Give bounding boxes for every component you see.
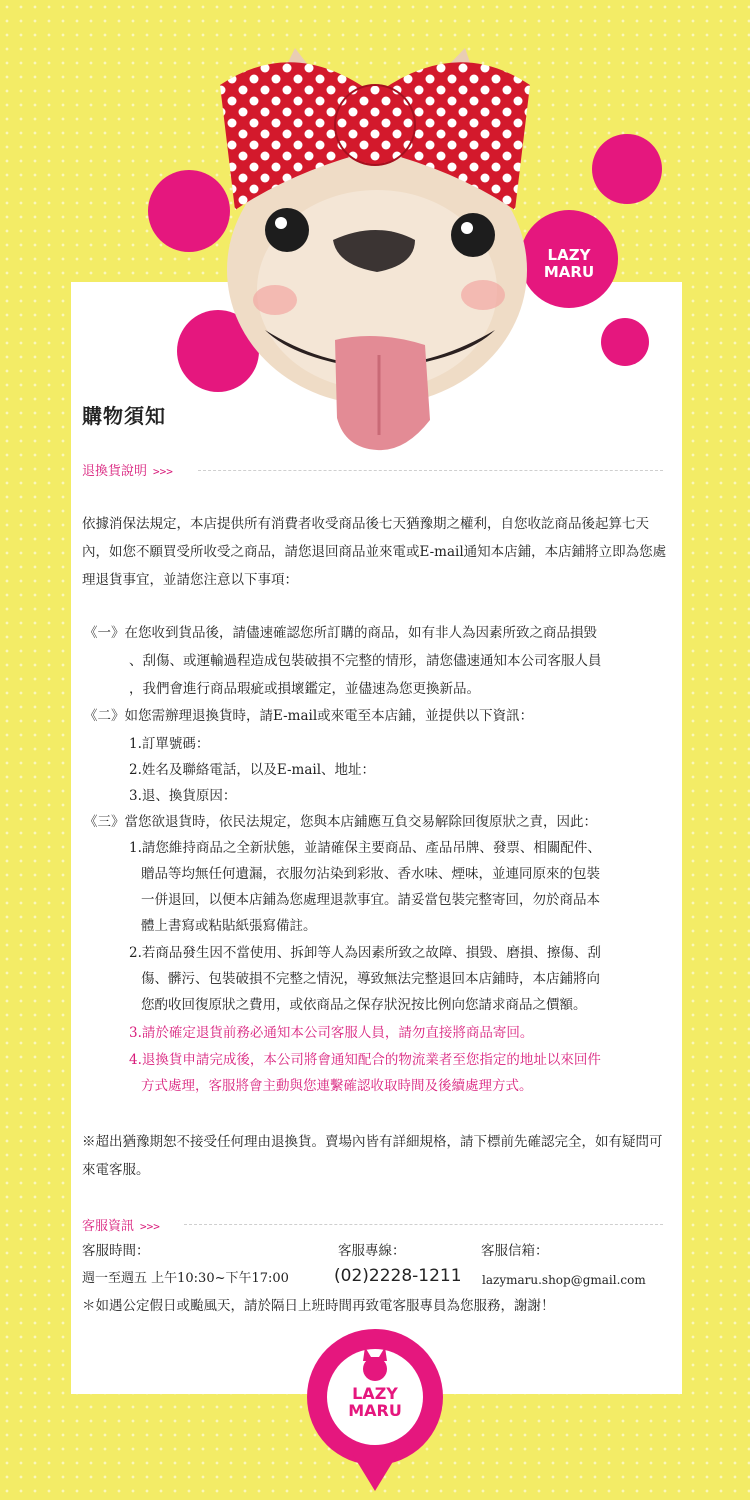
- returns-item-3-4-line-2: 方式處理，客服將會主動與您連繫確認收取時間及後續處理方式。: [141, 1078, 533, 1094]
- chevrons-icon: >>>: [153, 465, 173, 478]
- section-divider: [198, 470, 663, 471]
- returns-item-3-2-line-2: 傷、髒污、包裝破損不完整之情況，導致無法完整退回本店鋪時，本店鋪將向: [141, 971, 600, 987]
- brand-logo-top: LAZY: [547, 246, 591, 264]
- returns-item-2-sub-2: 2.姓名及聯絡電話，以及E-mail、地址：: [129, 762, 376, 778]
- bulldog-illustration: [215, 40, 535, 460]
- returns-item-2-sub-3: 3.退、換貨原因：: [129, 788, 237, 804]
- returns-note: ※超出猶豫期恕不接受任何理由退換貨。賣場內皆有詳細規格，請下標前先確認完全，如有疑問可來電客服。: [82, 1134, 663, 1178]
- returns-item-3-1-line-4: 體上書寫或粘貼紙張寫備註。: [141, 918, 317, 934]
- service-hours-value: 週一至週五 上午10:30~下午17:00: [82, 1271, 289, 1286]
- returns-item-2-sub-1: 1.訂單號碼：: [129, 736, 210, 752]
- service-hours-label: 客服時間：: [82, 1243, 150, 1259]
- returns-item-3-3-line-1: 3.請於確定退貨前務必通知本公司客服人員，請勿直接將商品寄回。: [129, 1025, 534, 1041]
- service-phone-label: 客服專線：: [338, 1243, 406, 1259]
- service-email-value: lazymaru.shop@gmail.com: [482, 1273, 646, 1287]
- page-title: 購物須知: [82, 404, 166, 428]
- service-section-label: [82, 1215, 160, 1234]
- decor-circle: [601, 318, 649, 366]
- returns-item-2-line-1: 《二》如您需辦理退換貨時，請E-mail或來電至本店鋪，並提供以下資訊：: [84, 708, 534, 724]
- returns-item-3-2-line-1: 2.若商品發生因不當使用、拆卸等人為因素所致之故障、損毀、磨損、擦傷、刮: [129, 945, 601, 961]
- badge-logo-bottom: MARU: [348, 1401, 402, 1420]
- chevrons-icon: >>>: [140, 1220, 160, 1233]
- returns-section-label: [82, 460, 173, 479]
- returns-item-3-line-1: 《三》當您欲退貨時，依民法規定，您與本店鋪應互負交易解除回復原狀之責，因此：: [84, 814, 597, 830]
- returns-item-3-1-line-2: 贈品等均無任何遺漏，衣服勿沾染到彩妝、香水味、煙味，並連同原來的包裝: [141, 866, 600, 882]
- service-holiday-note: ＊如遇公定假日或颱風天，請於隔日上班時間再致電客服專員為您服務，謝謝！: [82, 1298, 555, 1314]
- returns-section-title: 退換貨說明: [82, 464, 148, 479]
- returns-item-3-4-line-1: 4.退換貨申請完成後，本公司將會通知配合的物流業者至您指定的地址以來回件: [129, 1052, 601, 1068]
- returns-item-3-1-line-3: 一併退回，以便本店鋪為您處理退款事宜。請妥當包裝完整寄回，勿於商品本: [141, 892, 600, 908]
- service-section-title: 客服資訊: [82, 1219, 135, 1234]
- service-email-label: 客服信箱：: [481, 1243, 549, 1259]
- returns-item-1-line-3: ，我們會進行商品瑕疵或損壞鑑定，並儘速為您更換新品。: [129, 681, 480, 697]
- brand-logo-bottom: MARU: [543, 263, 595, 281]
- returns-item-1-line-2: 、刮傷、或運輸過程造成包裝破損不完整的情形，請您儘速通知本公司客服人員: [129, 653, 602, 669]
- returns-item-3-1-line-1: 1.請您維持商品之全新狀態，並請確保主要商品、產品吊牌、發票、相關配件、: [129, 840, 601, 856]
- returns-item-3-2-line-3: 您酌收回復原狀之費用，或依商品之保存狀況按比例向您請求商品之價額。: [141, 997, 587, 1013]
- returns-item-1-line-1: 《一》在您收到貨品後，請儘速確認您所訂購的商品，如有非人為因素所致之商品損毀: [84, 625, 597, 641]
- decor-circle: [592, 134, 662, 204]
- badge-logo-top: LAZY: [352, 1384, 398, 1403]
- service-phone-value: (02)2228-1211: [334, 1266, 462, 1286]
- section-divider: [184, 1224, 663, 1225]
- returns-intro: 依據消保法規定，本店提供所有消費者收受商品後七天猶豫期之權利，自您收訖商品後起算七天內，如您不願買受所收受之商品，請您退回商品並來電或E-mail通知本店鋪，本店鋪將立即為您處理退貨事宜，並請您注意以下事項：: [82, 516, 667, 588]
